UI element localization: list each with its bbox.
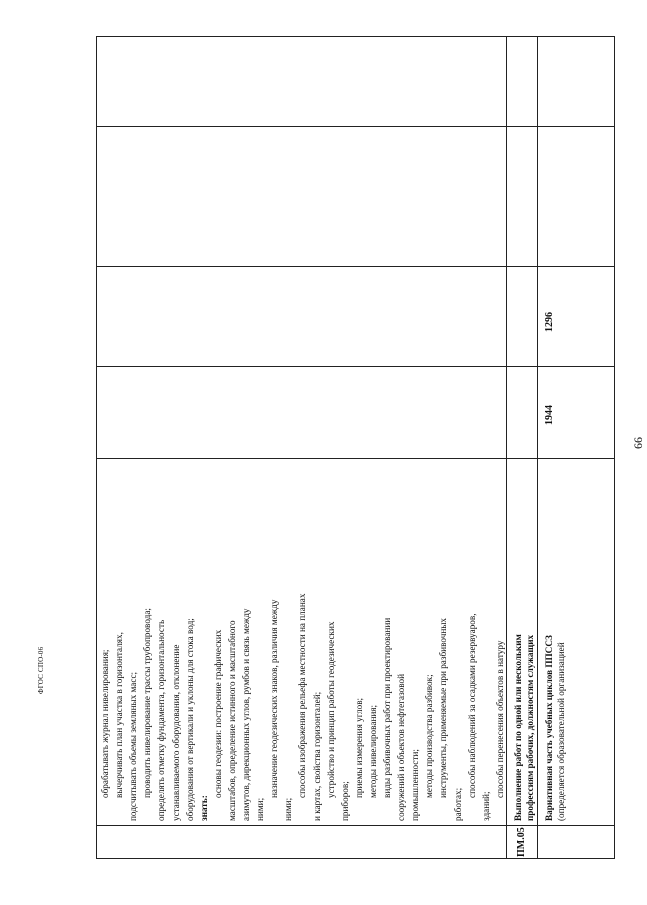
variative-max-hours bbox=[544, 405, 556, 425]
content-line: назначение геодезических знаков, различия между bbox=[269, 599, 280, 798]
footer-text: ФГОС СПО-06 bbox=[37, 646, 45, 694]
content-line: обрабатывать журнал нивелирования; bbox=[100, 649, 110, 798]
border-left bbox=[96, 36, 97, 859]
content-line: определять отметку фундамента, горизонтальность bbox=[156, 619, 167, 821]
col-separator-max bbox=[96, 458, 615, 459]
content-line: масштабов, определение истинного и масштабного bbox=[226, 620, 237, 821]
variative-title-line1: Вариативная часть учебных циклов ППССЗ bbox=[544, 635, 554, 821]
content-line: азимутов, дирекционных углов, румбов и связь между bbox=[241, 608, 251, 821]
content-line: основы геодезии: построение графических bbox=[212, 629, 223, 798]
col-separator-4 bbox=[96, 126, 615, 127]
content-line: приборов; bbox=[339, 781, 350, 821]
content-line: методы нивелирования; bbox=[367, 704, 378, 798]
pm05-title-line2: профессиям рабочих, должностям служащих bbox=[524, 634, 535, 821]
variative-required-hours-text: 1296 bbox=[544, 312, 555, 332]
footer bbox=[30, 647, 48, 694]
content-line: способы наблюдений за осадками резервуаров, bbox=[466, 613, 477, 798]
content-line: знать: bbox=[198, 795, 209, 821]
content-line: виды разбивочных работ при проектировании bbox=[382, 617, 392, 798]
content-line: зданий; bbox=[480, 791, 491, 821]
content-line: устройство и принцип работы геодезических bbox=[325, 621, 336, 798]
variative-max-hours-text: 1944 bbox=[544, 405, 555, 425]
code-column-separator bbox=[96, 824, 97, 858]
col-separator-req bbox=[96, 366, 615, 367]
content-line: и картах, свойства горизонталей; bbox=[311, 691, 322, 821]
content-line: инструменты, применяемые при разбивочных bbox=[438, 617, 449, 798]
pm05-code bbox=[516, 827, 528, 857]
pm05-code-text: ПМ.05 bbox=[516, 827, 527, 857]
pm05-title bbox=[513, 634, 536, 821]
border-right bbox=[614, 36, 615, 859]
content-line: методы производства разбивок; bbox=[424, 674, 435, 798]
content-line: вычерчивать план участка в горизонталях, bbox=[114, 632, 125, 798]
variative-required-hours bbox=[544, 312, 556, 332]
variative-title-line2: (определяется образовательной организацией bbox=[555, 642, 566, 821]
content-line: оборудования от вертикали и уклоны для стока вод; bbox=[184, 618, 195, 821]
content-line: сооружений и объектов нефтегазовой bbox=[396, 673, 407, 821]
content-line: работах; bbox=[452, 787, 463, 821]
content-line: способы перенесения объектов в натуру bbox=[494, 640, 505, 798]
content-line: приемы измерения углов; bbox=[353, 697, 364, 798]
row-separator-2 bbox=[537, 36, 538, 859]
variative-title bbox=[544, 635, 567, 821]
content-line: проводить нивелирование трассы трубопровода; bbox=[142, 608, 153, 798]
content-line: ними; bbox=[283, 797, 294, 821]
content-line: устанавливаемого оборудования, отклонение bbox=[170, 644, 181, 821]
col-separator-3 bbox=[96, 266, 615, 267]
content-line: способы изображения рельефа местности на планах bbox=[297, 593, 308, 798]
content-line: ними; bbox=[255, 797, 266, 821]
page-number bbox=[629, 437, 647, 449]
content-line: подсчитывать объемы земляных масс; bbox=[128, 671, 139, 821]
content-line: промышленности; bbox=[410, 749, 421, 821]
page-number-text: 66 bbox=[631, 437, 645, 449]
col-separator-code bbox=[96, 825, 615, 826]
pm05-title-line1: Выполнение работ по одной или нескольким bbox=[513, 634, 523, 821]
